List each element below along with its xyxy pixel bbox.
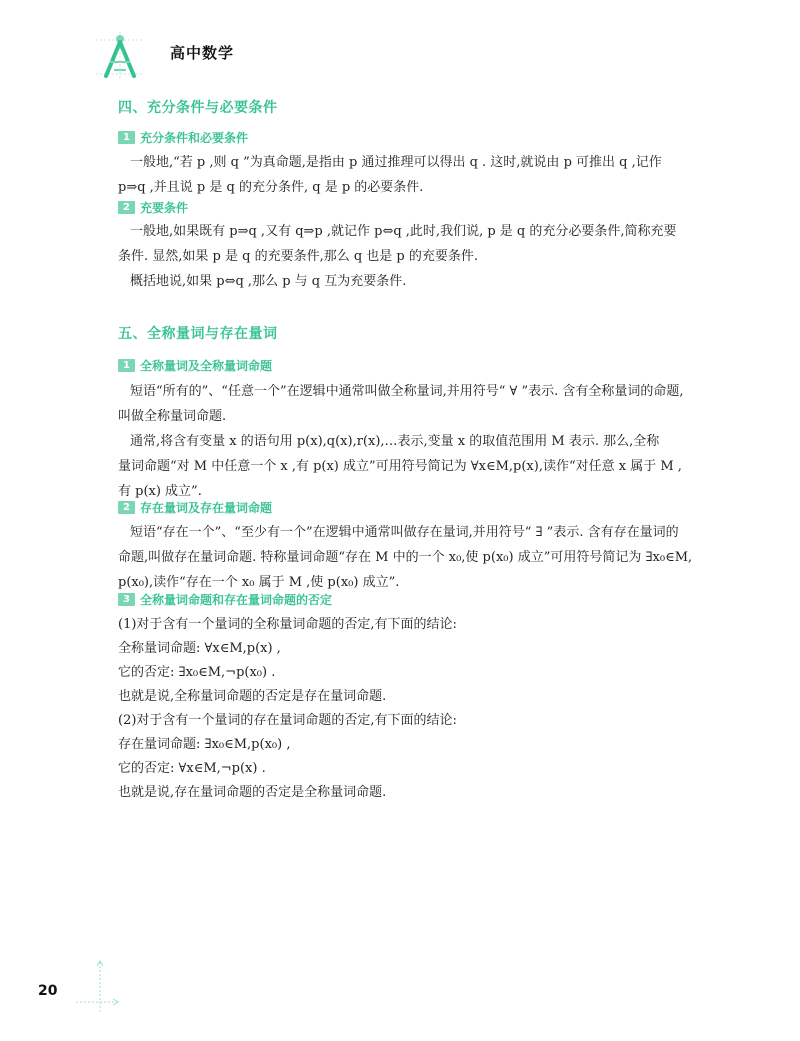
paragraph-line: 条件. 显然,如果 p 是 q 的充要条件,那么 q 也是 p 的充要条件. [118,249,479,264]
paragraph-line: p(x₀),读作“存在一个 x₀ 属于 M ,使 p(x₀) 成立”. [118,575,400,590]
section-heading-5: 五、全称量词与存在量词 [118,326,278,342]
paragraph-line: 概括地说,如果 p⇔q ,那么 p 与 q 互为充要条件. [130,274,407,289]
paragraph-line: 一般地,“若 p ,则 q ”为真命题,是指由 p 通过推理可以得出 q . 这时,就说由 p 可推出 q ,记作 [130,155,662,170]
paragraph-line: (2)对于含有一个量词的存在量词命题的否定,有下面的结论: [118,713,457,728]
subsection-number-badge: 3 [118,593,135,606]
page-number: 20 [38,983,58,999]
subsection-title: 充要条件 [140,200,189,215]
subsection-title: 充分条件和必要条件 [140,130,249,145]
subsection-title: 存在量词及存在量词命题 [140,500,273,515]
paragraph-line: (1)对于含有一个量词的全称量词命题的否定,有下面的结论: [118,617,457,632]
paragraph-line: 命题,叫做存在量词命题. 特称量词命题“存在 M 中的一个 x₀,使 p(x₀) 成立”可用符号简记为 ∃x₀∈M, [118,550,693,565]
subsection-title: 全称量词命题和存在量词命题的否定 [140,592,333,607]
paragraph-line: 通常,将含有变量 x 的语句用 p(x),q(x),r(x),…表示,变量 x 的取值范围用 M 表示. 那么,全称 [130,434,660,449]
paragraph-line: p⇒q ,并且说 p 是 q 的充分条件, q 是 p 的必要条件. [118,180,424,195]
compass-logo-icon [92,30,148,82]
subsection-heading [118,591,332,607]
subsection-number-badge: 2 [118,501,135,514]
subsection-title: 全称量词及全称量词命题 [140,358,273,373]
subsection-number-badge: 2 [118,201,135,214]
paragraph-line: 有 p(x) 成立”. [118,484,202,499]
paragraph-line: 也就是说,存在量词命题的否定是全称量词命题. [118,785,387,800]
paragraph-line: 全称量词命题: ∀x∈M,p(x) , [118,641,281,656]
subsection-heading [118,129,248,145]
section-heading-4: 四、充分条件与必要条件 [118,100,278,116]
book-title: 高中数学 [170,44,235,62]
subsection-heading [118,357,272,373]
paragraph-line: 叫做全称量词命题. [118,409,227,424]
paragraph-line: 它的否定: ∃x₀∈M,¬p(x₀) . [118,665,276,680]
paragraph-line: 也就是说,全称量词命题的否定是存在量词命题. [118,689,387,704]
subsection-heading [118,499,272,515]
subsection-number-badge: 1 [118,131,135,144]
paragraph-line: 它的否定: ∀x∈M,¬p(x) . [118,761,266,776]
paragraph-line: 量词命题“对 M 中任意一个 x ,有 p(x) 成立”可用符号简记为 ∀x∈M,p(x),读作“对任意 x 属于 M , [118,459,682,474]
paragraph-line: 一般地,如果既有 p⇒q ,又有 q⇒p ,就记作 p⇔q ,此时,我们说, p 是 q 的充分必要条件,简称充要 [130,224,677,239]
paragraph-line: 短语“所有的”、“任意一个”在逻辑中通常叫做全称量词,并用符号“ ∀ ”表示. 含有全称量词的命题, [130,384,684,399]
paragraph-line: 存在量词命题: ∃x₀∈M,p(x₀) , [118,737,291,752]
axes-decoration-icon [74,958,120,1016]
page-header [80,22,780,92]
subsection-heading [118,199,188,215]
subsection-number-badge: 1 [118,359,135,372]
paragraph-line: 短语“存在一个”、“至少有一个”在逻辑中通常叫做存在量词,并用符号“ ∃ ”表示. 含有存在量词的 [130,525,679,540]
